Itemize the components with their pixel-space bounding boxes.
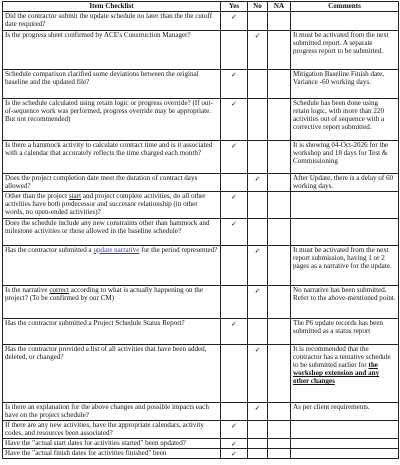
na-cell — [268, 246, 291, 286]
na-cell — [268, 141, 291, 174]
no-cell — [248, 421, 268, 439]
table-row — [3, 31, 399, 70]
no-cell — [248, 99, 268, 141]
header-na: NA — [268, 2, 291, 12]
na-cell — [268, 219, 291, 246]
table-row — [3, 439, 399, 449]
yes-cell — [221, 70, 248, 99]
comment-cell: Mitigation Baseline Finish date, Variance -60 working days. — [291, 70, 399, 99]
comment-cell: It is showing 04-Oct-2026 for the workshop and 18 days for Test & Commissioning — [291, 141, 399, 174]
comment-cell: It is recommended that the contractor has a tentative schedule to be submitted earlier for the workshop extension and any other changes — [291, 345, 399, 403]
header-row — [3, 2, 399, 12]
no-cell — [248, 246, 268, 286]
yes-cell — [221, 345, 248, 403]
yes-cell — [221, 449, 248, 459]
header-yes: Yes — [221, 2, 248, 12]
item-cell: Have the "actual start dates for activities started" been updated? — [3, 439, 221, 449]
comment-cell: As per client requirements. — [291, 403, 399, 421]
na-cell — [268, 99, 291, 141]
item-cell: Have the "actual finish dates for activities finished" been — [3, 449, 221, 459]
table-row — [3, 421, 399, 439]
header-no: No — [248, 2, 268, 12]
table-row — [3, 192, 399, 219]
check-mark-icon: ✓ — [254, 346, 261, 354]
check-mark-icon: ✓ — [231, 440, 237, 448]
table-row — [3, 286, 399, 319]
table-row — [3, 246, 399, 286]
item-cell: Is the narrative correct according to what is actually happening on the project? (To be confirmed by our CM) — [3, 286, 221, 319]
no-cell — [248, 31, 268, 70]
na-cell — [268, 31, 291, 70]
check-mark-icon: ✓ — [231, 193, 237, 201]
item-cell: Is there a hammock activity to calculate contract time and is it associated with a calendar that accurately reflects the time charged each month? — [3, 141, 221, 174]
comment-cell — [291, 449, 399, 459]
comment-cell — [291, 219, 399, 246]
yes-cell — [221, 31, 248, 70]
yes-cell — [221, 403, 248, 421]
check-mark-icon: ✓ — [231, 100, 237, 108]
no-cell — [248, 286, 268, 319]
check-mark-icon: ✓ — [231, 450, 237, 459]
no-cell — [248, 345, 268, 403]
item-cell: Other than the project start and project complete activities, do all other activities have both predecessor and successor relationship (in other words, no open-ended activities)? — [3, 192, 221, 219]
header-item-checklist: Item Checklist — [3, 2, 221, 12]
update-narrative-link[interactable]: update narrative — [93, 246, 140, 254]
na-cell — [268, 12, 291, 31]
check-mark-icon: ✓ — [254, 287, 261, 295]
na-cell — [268, 345, 291, 403]
check-mark-icon: ✓ — [231, 71, 237, 79]
table-row — [3, 219, 399, 246]
checklist-table — [2, 1, 399, 459]
na-cell — [268, 439, 291, 449]
comment-cell: No narrative has been submitted. Refer to the above-mentioned point. — [291, 286, 399, 319]
check-mark-icon: ✓ — [254, 175, 261, 183]
check-mark-icon: ✓ — [231, 13, 237, 21]
check-mark-icon: ✓ — [254, 32, 261, 40]
header-comments: Comments — [291, 2, 399, 12]
no-cell — [248, 449, 268, 459]
check-mark-icon: ✓ — [231, 320, 237, 328]
na-cell — [268, 174, 291, 192]
na-cell — [268, 449, 291, 459]
na-cell — [268, 286, 291, 319]
comment-cell — [291, 421, 399, 439]
item-cell: Is there an explanation for the above changes and possible impacts each have on the project schedule? — [3, 403, 221, 421]
comment-cell — [291, 12, 399, 31]
check-mark-icon: ✓ — [254, 247, 261, 255]
checklist-body — [3, 12, 399, 459]
check-mark-icon: ✓ — [231, 422, 237, 430]
table-row — [3, 345, 399, 403]
item-cell: Has the contractor submitted a Project Schedule Status Report? — [3, 319, 221, 345]
item-cell: If there are any new activities, have the appropriate calendars, activity codes, and resources been associated? — [3, 421, 221, 439]
no-cell — [248, 70, 268, 99]
yes-cell — [221, 246, 248, 286]
comment-cell: Schedule has been done using retain logic, with more than 220 activities out of sequence with a corrective report submitted. — [291, 99, 399, 141]
na-cell — [268, 70, 291, 99]
na-cell — [268, 403, 291, 421]
no-cell — [248, 403, 268, 421]
item-cell: Schedule comparison clarified some deviations between the original baseline and the updated file? — [3, 70, 221, 99]
check-mark-icon: ✓ — [231, 142, 237, 150]
yes-cell — [221, 99, 248, 141]
yes-cell — [221, 286, 248, 319]
no-cell — [248, 192, 268, 219]
comment-cell: It must be activated from the next submitted report. A separate progress report to be submitted. — [291, 31, 399, 70]
item-cell: Is the progress sheet confirmed by ACE's Construction Manager? — [3, 31, 221, 70]
yes-cell — [221, 219, 248, 246]
table-row — [3, 70, 399, 99]
check-mark-icon: ✓ — [254, 404, 261, 412]
table-row — [3, 403, 399, 421]
yes-cell — [221, 421, 248, 439]
table-row — [3, 12, 399, 31]
item-cell: Does the project completion date meet the duration of contract days allowed? — [3, 174, 221, 192]
comment-cell — [291, 439, 399, 449]
yes-cell — [221, 439, 248, 449]
item-cell: Has the contractor submitted a update narrative for the period represented? — [3, 246, 221, 286]
table-row — [3, 141, 399, 174]
table-row — [3, 319, 399, 345]
comment-cell: The P6 update records has been submitted as a status report — [291, 319, 399, 345]
na-cell — [268, 421, 291, 439]
no-cell — [248, 141, 268, 174]
yes-cell — [221, 319, 248, 345]
no-cell — [248, 12, 268, 31]
no-cell — [248, 174, 268, 192]
comment-cell — [291, 192, 399, 219]
check-mark-icon: ✓ — [231, 220, 237, 228]
item-cell: Does the schedule include any new constraints other than hammock and milestone activities or those allowed in the baseline schedule? — [3, 219, 221, 246]
na-cell — [268, 192, 291, 219]
table-row — [3, 99, 399, 141]
item-cell: Has the contractor provided a list of all activities that have been added, deleted, or changed? — [3, 345, 221, 403]
table-row — [3, 449, 399, 459]
yes-cell — [221, 141, 248, 174]
yes-cell — [221, 12, 248, 31]
yes-cell — [221, 192, 248, 219]
yes-cell — [221, 174, 248, 192]
item-cell: Is the schedule calculated using retain logic or progress override? (If out-of-sequence work was performed, progress override may be appropriate. But not recommended) — [3, 99, 221, 141]
item-cell: Did the contractor submit the update schedule no later than the the cutoff date required? — [3, 12, 221, 31]
na-cell — [268, 319, 291, 345]
no-cell — [248, 319, 268, 345]
table-row — [3, 174, 399, 192]
comment-cell: It must be activated from the next report submission, having 1 or 2 pages as a narrative for the update. — [291, 246, 399, 286]
no-cell — [248, 439, 268, 449]
no-cell — [248, 219, 268, 246]
comment-cell: After Update, there is a delay of 60 working days. — [291, 174, 399, 192]
